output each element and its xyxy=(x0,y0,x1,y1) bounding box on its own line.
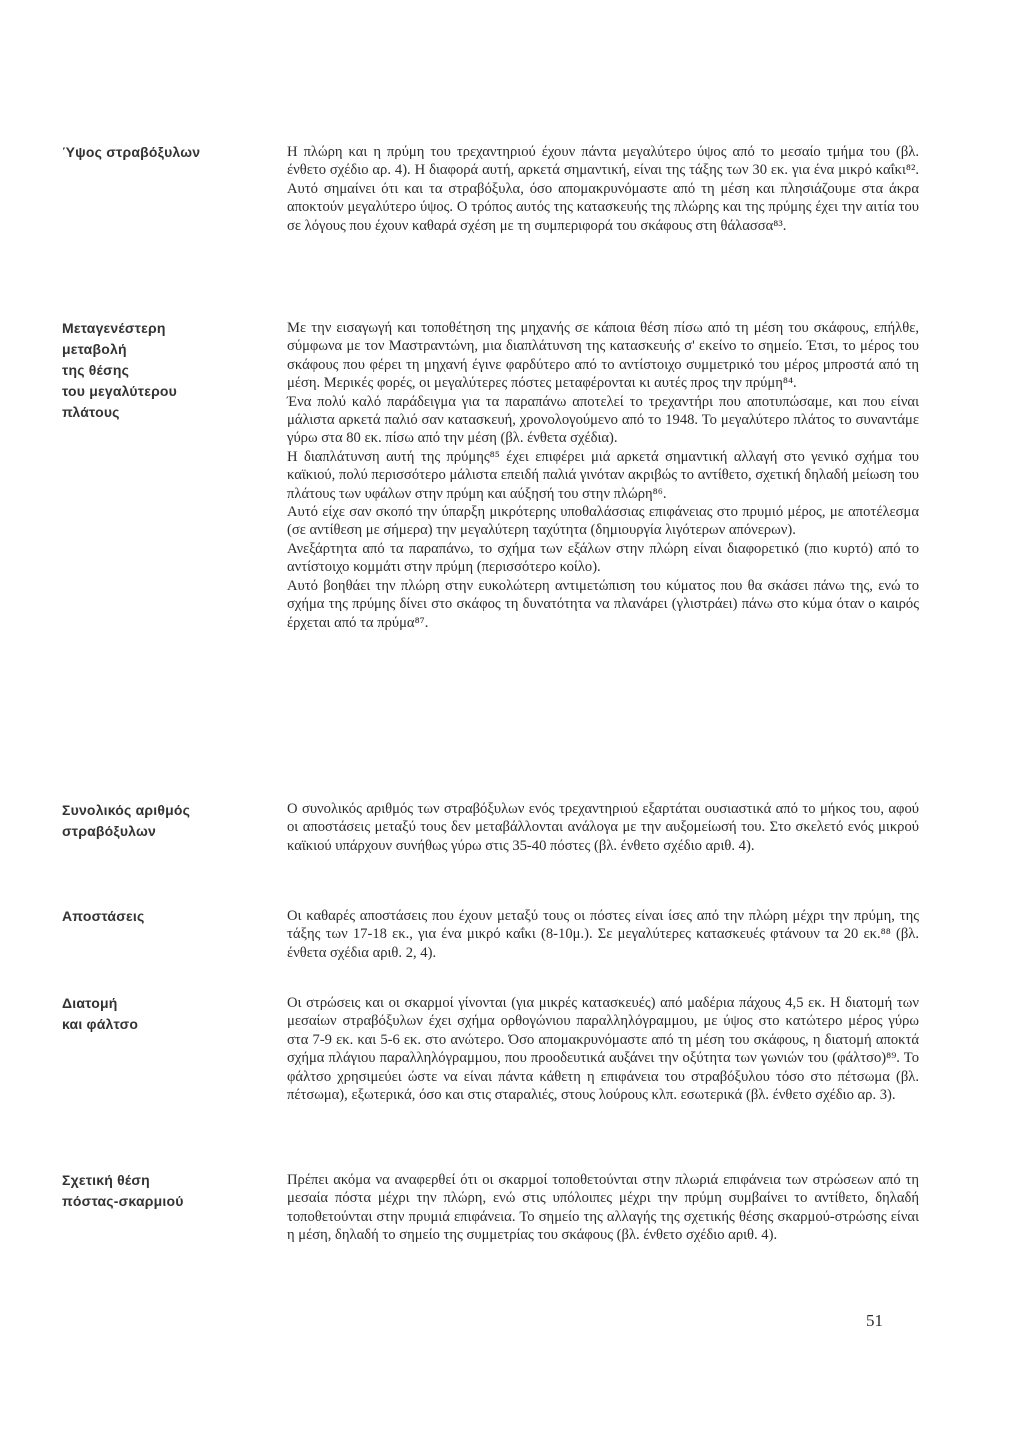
heading-line: Ύψος στραβόξυλων xyxy=(62,144,201,160)
heading-line: και φάλτσο xyxy=(62,1016,139,1032)
paragraph: Ένα πολύ καλό παράδειγμα για τα παραπάνω αποτελεί το τρεχαντήρι που αποτυπώσαμε, και που είναι μάλιστα αρκετά παλιό σαν κατασκευή, χρονολογούμενο από το 1948. Το μεγαλύτερο πλάτος το συναντάμε γύρω στα 80 εκ. πίσω από την μέση (βλ. ένθετα σχέδια). xyxy=(287,393,919,447)
section-body xyxy=(287,800,919,855)
heading-line: Μεταγενέστερη xyxy=(62,320,166,336)
margin-heading xyxy=(62,1170,262,1212)
paragraph: Οι καθαρές αποστάσεις που έχουν μεταξύ τους οι πόστες είναι ίσες από την πλώρη μέχρι την πρύμη, της τάξης των 17-18 εκ., για ένα μικρό καΐκι (8-10μ.). Σε μεγαλύτερες κατασκευές φτάνουν τα 20 εκ.⁸⁸ (βλ. ένθετα σχέδια αριθ. 2, 4). xyxy=(287,908,919,961)
heading-line: της θέσης xyxy=(62,362,130,378)
heading-line: του μεγαλύτερου xyxy=(62,383,178,399)
heading-line: Συνολικός αριθμός xyxy=(62,802,191,818)
paragraph: Η πλώρη και η πρύμη του τρεχαντηριού έχουν πάντα μεγαλύτερο ύψος από το μεσαίο τμήμα του (βλ. ένθετο σχέδιο αρ. 4). Η διαφορά αυτή, αρκετά σημαντική, είναι της τάξης των 30 εκ. για ένα μικρό καΐκι⁸². Αυτό σημαίνει ότι και τα στραβόξυλα, όσο απομακρυνόμαστε από τη μέση και πλησιάζουμε στα άκρα αποκτούν μεγαλύτερο ύψος. Ο τρόπος αυτός της κατασκευής της πλώρης και της πρύμης έχει την αιτία του σε λόγους που έχουν καθαρά σχέση με τη συμπεριφορά του σκάφους στη θάλασσα⁸³. xyxy=(287,144,919,234)
heading-line: στραβόξυλων xyxy=(62,823,156,839)
paragraph: Ανεξάρτητα από τα παραπάνω, το σχήμα των εξάλων στην πλώρη είναι διαφορετικό (πιο κυρτό) από το αντίστοιχο κομμάτι στην πρύμη (περισσότερο κοίλο). xyxy=(287,540,919,576)
section-body xyxy=(287,143,919,235)
margin-heading xyxy=(62,906,262,927)
paragraph: Αυτό βοηθάει την πλώρη στην ευκολώτερη αντιμετώπιση του κύματος που θα σκάσει πάνω της, ενώ το σχήμα της πρύμης δίνει στο σκάφος τη δυνατότητα να πλανάρει (γλιστράει) πάνω στο κύμα όταν ο καιρός έρχεται από τα πρύμα⁸⁷. xyxy=(287,577,919,631)
paragraph: Οι στρώσεις και οι σκαρμοί γίνονται (για μικρές κατασκευές) από μαδέρια πάχους 4,5 εκ. Η διατομή των μεσαίων στραβόξυλων έχει σχήμα ορθογώνιου παραλληλόγραμμου, με ύψος στο κατώτερο μέρος γύρω στα 7-9 εκ. και 5-6 εκ. στο ανώτερο. Όσο απομακρυνόμαστε από τη μέση του σκάφους, η διατομή αποκτά σχήμα πλάγιου παραλληλόγραμμου, που προοδευτικά αυξάνει την οξύτητα των γωνιών του (φάλτσο)⁸⁹. Το φάλτσο χρησιμεύει ώστε να είναι πάντα κάθετη η επιφάνεια του στραβόξυλου τόσο στο πέτσωμα (βλ. πέτσωμα), εξωτερικά, όσο και στις σταραλιές, στους λούρους κλπ. εσωτερικά (βλ. ένθετο σχέδιο αρ. 3). xyxy=(287,995,919,1104)
heading-line: Διατομή xyxy=(62,995,118,1011)
paragraph: Ο συνολικός αριθμός των στραβόξυλων ενός τρεχαντηριού εξαρτάται ουσιαστικά από το μήκος του, αφού οι αποστάσεις μεταξύ τους δεν μεταβάλλονται ανάλογα με την αυξομείωσή του. Στο σκελετό ενός μικρού καϊκιού υπάρχουν συνήθως γύρω στις 35-40 πόστες (βλ. ένθετο σχέδιο αριθ. 4). xyxy=(287,801,919,854)
paragraph: Πρέπει ακόμα να αναφερθεί ότι οι σκαρμοί τοποθετούνται στην πλωριά επιφάνεια των στρώσεων από τη μεσαία πόστα μέχρι την πλώρη, ενώ στις υπόλοιπες μέχρι την πρύμη συμβαίνει το αντίθετο, δηλαδή τοποθετούνται στην πρυμιά επιφάνεια. Το σημείο της αλλαγής της σχετικής θέσης σκαρμού-στρώσης είναι η μέση, δηλαδή το σημείο της συμμετρίας του σκάφους (βλ. ένθετο σχέδιο αριθ. 4). xyxy=(287,1172,919,1244)
page-number: 51 xyxy=(866,1311,883,1330)
paragraph: Με την εισαγωγή και τοποθέτηση της μηχανής σε κάποια θέση πίσω από τη μέση του σκάφους, επήλθε, σύμφωνα με τον Μαστραντώνη, μια διαπλάτυνση της κατασκευής σ' εκείνο το σημείο. Έτσι, το μέρος του σκάφους που φέρει τη μηχανή έγινε φαρδύτερο από το αντίστοιχο συμμετρικό του μέρος μπροστά από τη μέση. Μερικές φορές, οι μεγαλύτερες πόστες μεταφέρονται κι αυτές προς την πρύμη⁸⁴. xyxy=(287,320,919,392)
paragraph: Η διαπλάτυνση αυτή της πρύμης⁸⁵ έχει επιφέρει μιά αρκετά σημαντική αλλαγή στο γενικό σχήμα του καϊκιού, πολύ περισσότερο μάλιστα επειδή παλιά γινόταν ακριβώς το αντίθετο, σχετική δηλαδή μείωση του πλάτους των υφάλων στην πρύμη και αύξησή του στην πλώρη⁸⁶. xyxy=(287,448,919,502)
section-body xyxy=(287,1171,919,1245)
heading-line: Σχετική θέση xyxy=(62,1172,150,1188)
section-body xyxy=(287,319,919,632)
section-body xyxy=(287,994,919,1104)
heading-line: πόστας-σκαρμιού xyxy=(62,1193,184,1209)
margin-heading xyxy=(62,318,262,423)
heading-line: πλάτους xyxy=(62,404,120,420)
section-body xyxy=(287,907,919,962)
heading-line: Αποστάσεις xyxy=(62,908,145,924)
heading-line: μεταβολή xyxy=(62,341,127,357)
margin-heading xyxy=(62,993,262,1035)
margin-heading xyxy=(62,800,262,842)
paragraph: Αυτό είχε σαν σκοπό την ύπαρξη μικρότερης υποθαλάσσιας επιφάνειας στο πρυμιό μέρος, με αποτέλεσμα (σε αντίθεση με σήμερα) την μεγαλύτερη ταχύτητα (δημιουργία λιγότερων απόνερων). xyxy=(287,504,919,539)
margin-heading xyxy=(62,142,262,163)
